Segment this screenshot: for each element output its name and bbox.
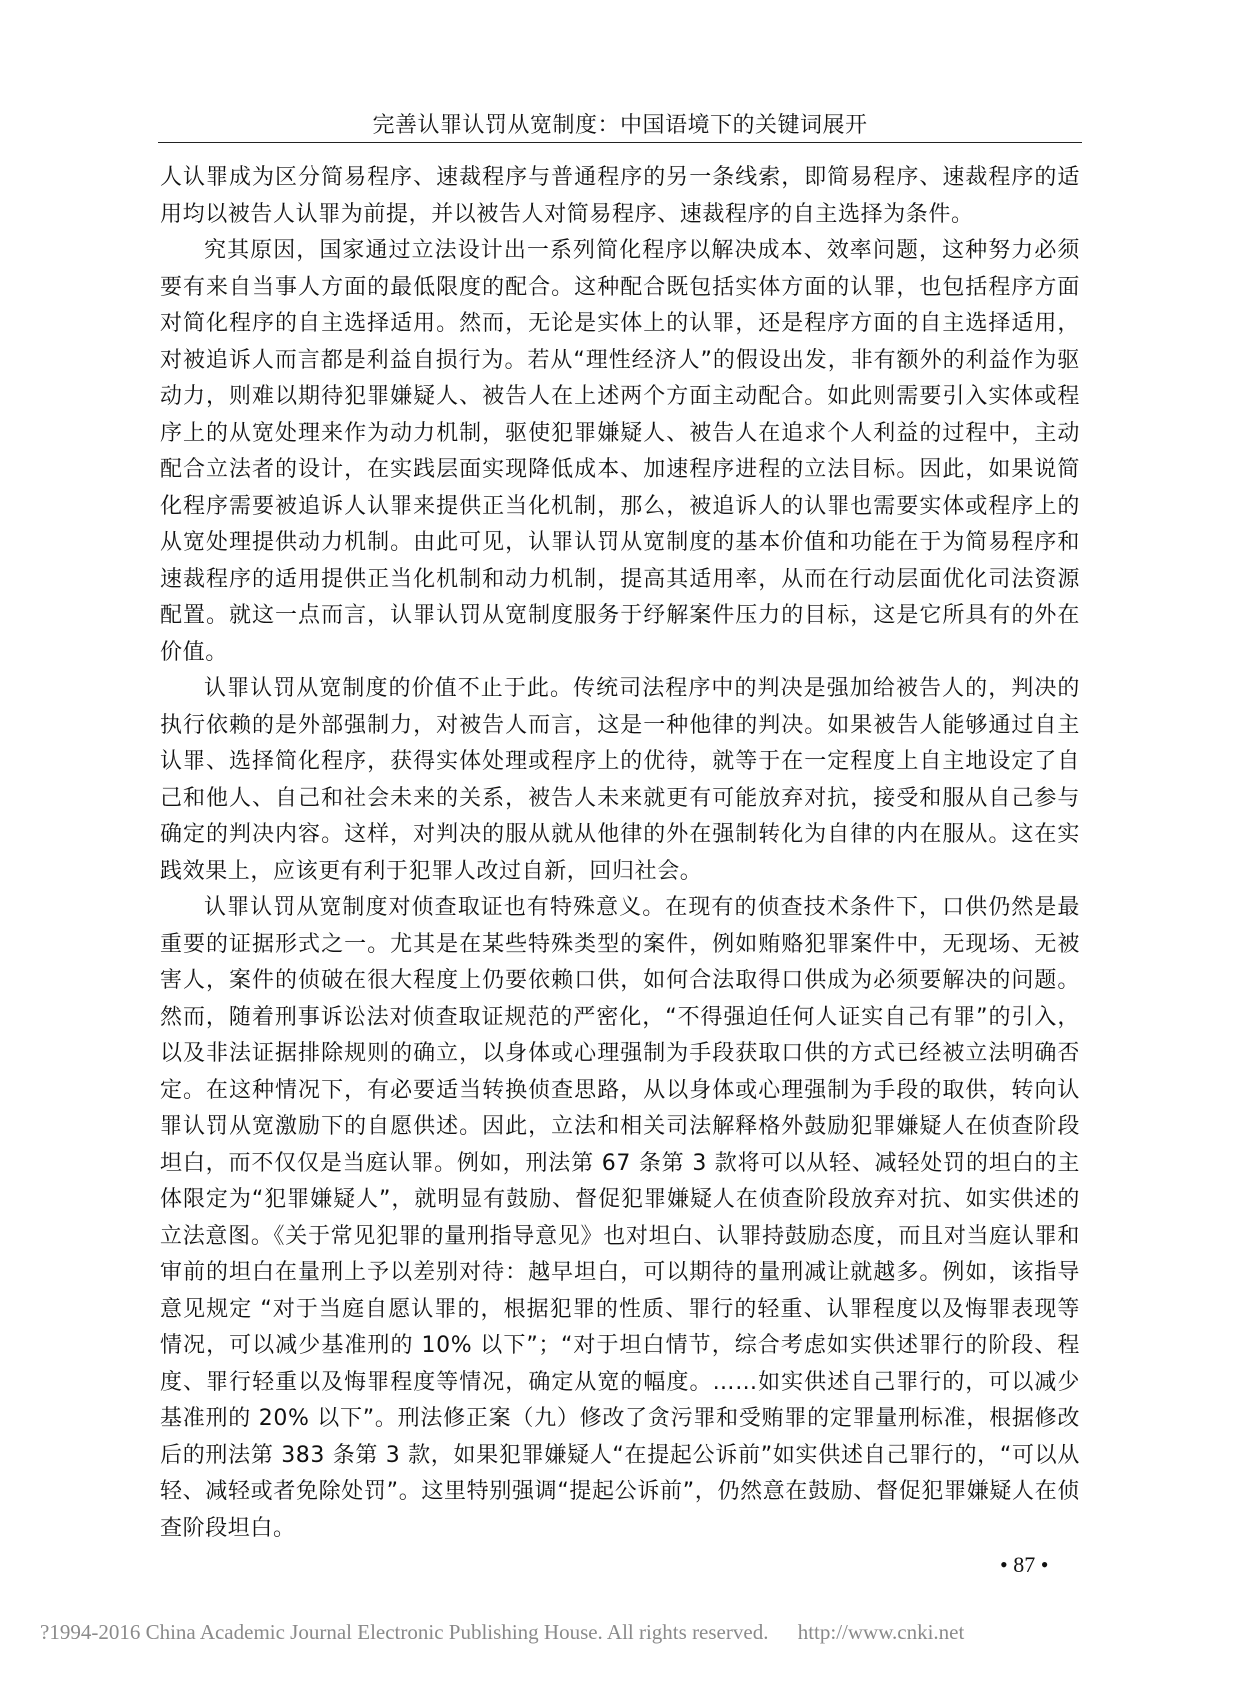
footer-url: http://www.cnki.net: [797, 1620, 965, 1644]
paragraph-continuation: 人认罪成为区分简易程序、速裁程序与普通程序的另一条线索，即简易程序、速裁程序的适用均以被告人认罪为前提，并以被告人对简易程序、速裁程序的自主选择为条件。: [160, 165, 1080, 227]
footer-copyright: ?1994-2016 China Academic Journal Electronic Publishing House. All rights reserved.: [40, 1620, 769, 1644]
running-head-title: 完善认罪认罚从宽制度：中国语境下的关键词展开: [372, 113, 868, 138]
paragraph-cause: 究其原因，国家通过立法设计出一系列简化程序以解决成本、效率问题，这种努力必须要有来自当事人方面的最低限度的配合。这种配合既包括实体方面的认罪，也包括程序方面对简化程序的自主选择适用。然而，无论是实体上的认罪，还是程序方面的自主选择适用，对被追诉人而言都是利益自损行为。若从“理性经济人”的假设出发，非有额外的利益作为驱动力，则难以期待犯罪嫌疑人、被告人在上述两个方面主动配合。如此则需要引入实体或程序上的从宽处理来作为动力机制，驱使犯罪嫌疑人、被告人在追求个人利益的过程中，主动配合立法者的设计，在实践层面实现降低成本、加速程序进程的立法目标。因此，如果说简化程序需要被追诉人认罪来提供正当化机制，那么，被追诉人的认罪也需要实体或程序上的从宽处理提供动力机制。由此可见，认罪认罚从宽制度的基本价值和功能在于为简易程序和速裁程序的适用提供正当化机制和动力机制，提高其适用率，从而在行动层面优化司法资源配置。就这一点而言，认罪认罚从宽制度服务于纾解案件压力的目标，这是它所具有的外在价值。: [160, 238, 1080, 665]
paragraph-investigation: 认罪认罚从宽制度对侦查取证也有特殊意义。在现有的侦查技术条件下，口供仍然是最重要的证据形式之一。尤其是在某些特殊类型的案件，例如贿赂犯罪案件中，无现场、无被害人，案件的侦破在很大程度上仍要依赖口供，如何合法取得口供成为必须要解决的问题。然而，随着刑事诉讼法对侦查取证规范的严密化，“不得强迫任何人证实自己有罪”的引入，以及非法证据排除规则的确立，以身体或心理强制为手段获取口供的方式已经被立法明确否定。在这种情况下，有必要适当转换侦查思路，从以身体或心理强制为手段的取供，转向认罪认罚从宽激励下的自愿供述。因此，立法和相关司法解释格外鼓励犯罪嫌疑人在侦查阶段坦白，而不仅仅是当庭认罪。例如，刑法第 67 条第 3 款将可以从轻、减轻处罚的坦白的主体限定为“犯罪嫌疑人”，就明显有鼓励、督促犯罪嫌疑人在侦查阶段放弃对抗、如实供述的立法意图。《关于常见犯罪的量刑指导意见》也对坦白、认罪持鼓励态度，而且对当庭认罪和审前的坦白在量刑上予以差别对待：越早坦白，可以期待的量刑减让就越多。例如，该指导意见规定 “对于当庭自愿认罪的，根据犯罪的性质、罪行的轻重、认罪程度以及悔罪表现等情况，可以减少基准刑的 10% 以下”；“对于坦白情节，综合考虑如实供述罪行的阶段、程度、罪行轻重以及悔罪程度等情况，确定从宽的幅度。……如实供述自己罪行的，可以减少基准刑的 20% 以下”。刑法修正案（九）修改了贪污罪和受贿罪的定罪量刑标准，根据修改后的刑法第 383 条第 3 款，如果犯罪嫌疑人“在提起公诉前”如实供述自己罪行的，“可以从轻、减轻或者免除处罚”。这里特别强调“提起公诉前”，仍然意在鼓励、督促犯罪嫌疑人在侦查阶段坦白。: [160, 895, 1080, 1541]
article-body: [160, 160, 1080, 1547]
footer: [40, 1620, 1210, 1645]
header-rule: [158, 142, 1082, 143]
paragraph-value: 认罪认罚从宽制度的价值不止于此。传统司法程序中的判决是强加给被告人的，判决的执行依赖的是外部强制力，对被告人而言，这是一种他律的判决。如果被告人能够通过自主认罪、选择简化程序，获得实体处理或程序上的优待，就等于在一定程度上自主地设定了自己和他人、自己和社会未来的关系，被告人未来就更有可能放弃对抗，接受和服从自己参与确定的判决内容。这样，对判决的服从就从他律的外在强制转化为自律的内在服从。这在实践效果上，应该更有利于犯罪人改过自新，回归社会。: [160, 676, 1080, 884]
page-number: • 87 •: [1000, 1552, 1049, 1577]
